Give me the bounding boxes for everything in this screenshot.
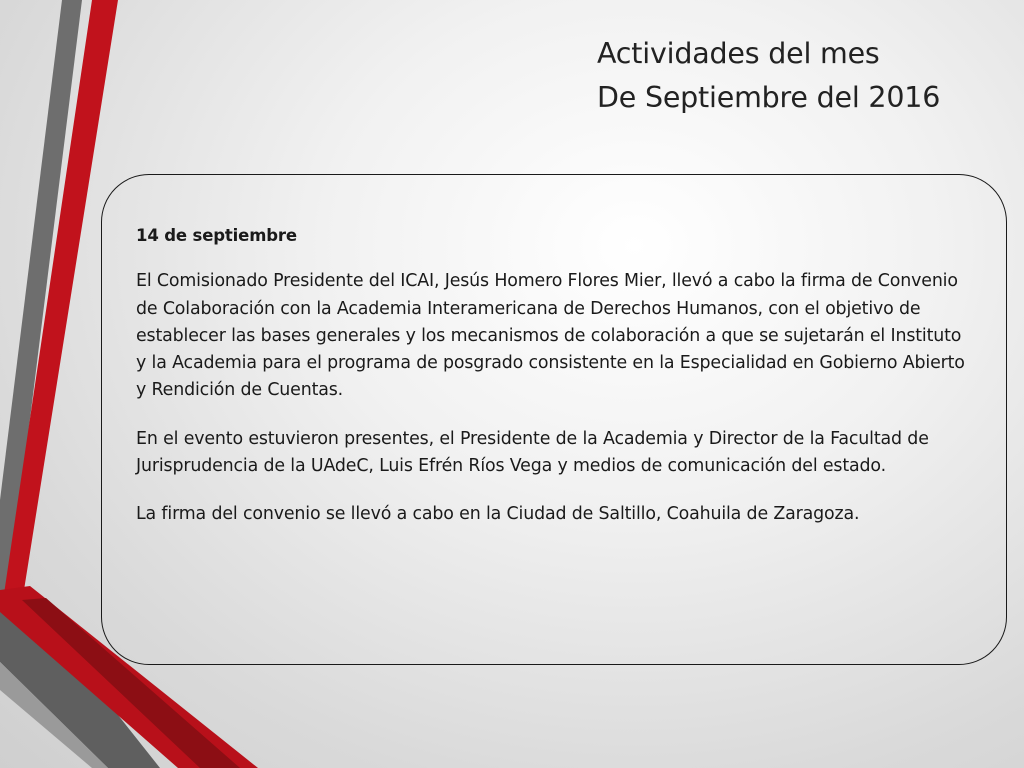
content-box: [101, 174, 1007, 665]
title-line-2: De Septiembre del 2016: [597, 81, 941, 114]
paragraph-location: La firma del convenio se llevó a cabo en la Ciudad de Saltillo, Coahuila de Zaragoza.: [136, 504, 860, 525]
paragraph-agreement: El Comisionado Presidente del ICAI, Jesús Homero Flores Mier, llevó a cabo la firma de Convenio de Colaboración con la Academia Interamericana de Derechos Humanos, con el objetivo de establecer las bases generales y los mecanismos de colaboración a que se sujetarán el Instituto y la Academia para el programa de posgrado consistente en la Especialidad en Gobierno Abierto y Rendición de Cuentas.: [136, 271, 965, 401]
event-date: 14 de septiembre: [136, 226, 297, 245]
page-title: [597, 32, 940, 120]
paragraph-attendees: En el evento estuvieron presentes, el Presidente de la Academia y Director de la Facultad de Jurisprudencia de la UAdeC, Luis Efrén Ríos Vega y medios de comunicación del estado.: [136, 428, 929, 477]
title-line-1: Actividades del mes: [597, 37, 880, 70]
